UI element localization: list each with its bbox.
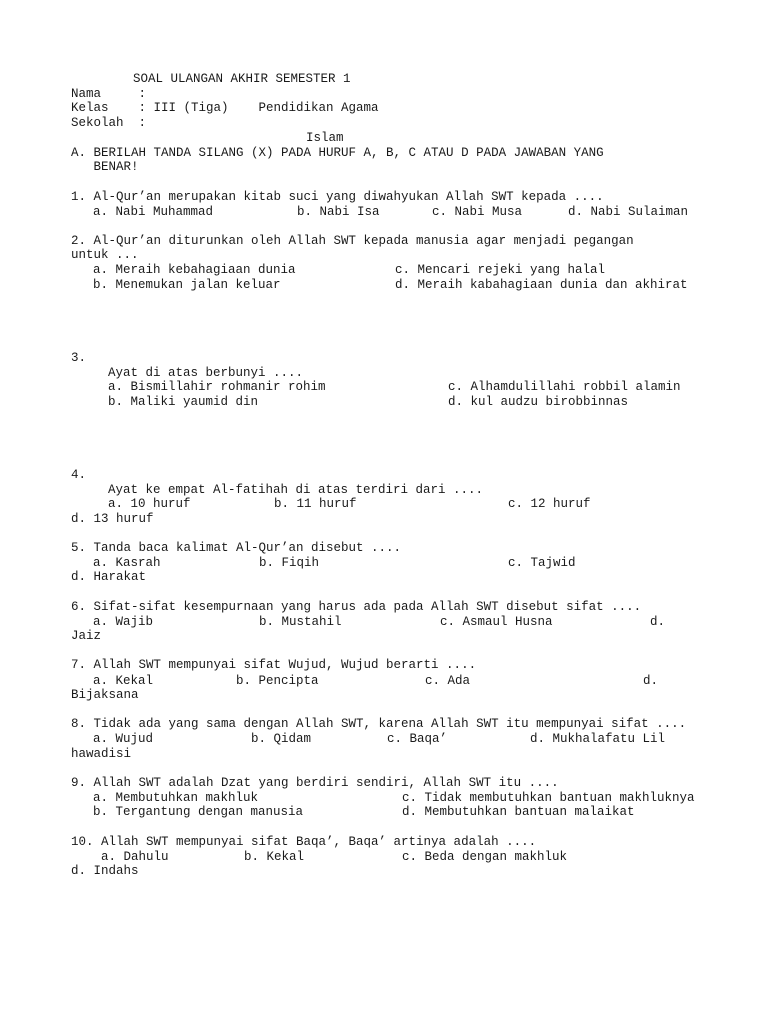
question-2-option-c: c. Mencari rejeki yang halal [395,263,606,277]
question-4-option-a: a. 10 huruf [108,497,191,511]
question-4-option-b: b. 11 huruf [274,497,357,511]
question-9-option-a: a. Membutuhkan makhluk [93,791,259,805]
question-8-option-c: c. Baqa’ [387,732,448,746]
subject-continuation: Islam [306,131,344,145]
question-4-number: 4. [71,468,87,482]
question-3-option-a: a. Bismillahir rohmanir rohim [108,380,326,394]
question-9-option-d: d. Membutuhkan bantuan malaikat [402,805,635,819]
question-5-text: 5. Tanda baca kalimat Al-Qur’an disebut .... [71,541,402,555]
question-7-option-c: c. Ada [425,674,471,688]
question-6-option-c: c. Asmaul Husna [440,615,553,629]
question-3-option-d: d. kul audzu birobbinnas [448,395,629,409]
question-1-option-d: d. Nabi Sulaiman [568,205,689,219]
question-7-option-a: a. Kekal [93,674,154,688]
question-3-text: Ayat di atas berbunyi .... [108,366,304,380]
question-9-option-b: b. Tergantung dengan manusia [93,805,304,819]
field-kelas: Kelas : III (Tiga) Pendidikan Agama [71,101,379,115]
question-7-option-d-cont: Bijaksana [71,688,139,702]
question-3-option-b: b. Maliki yaumid din [108,395,259,409]
question-6-option-d: d. [650,615,666,629]
question-5-option-a: a. Kasrah [93,556,161,570]
question-1-text: 1. Al-Qur’an merupakan kitab suci yang diwahyukan Allah SWT kepada .... [71,190,604,204]
question-9-option-c: c. Tidak membutuhkan bantuan makhluknya [402,791,695,805]
instruction-line-2: BENAR! [71,160,139,174]
exam-title: SOAL ULANGAN AKHIR SEMESTER 1 [133,72,351,86]
question-4-option-d: d. 13 huruf [71,512,154,526]
question-8-option-a: a. Wujud [93,732,154,746]
question-3-number: 3. [71,351,87,365]
question-4-option-c: c. 12 huruf [508,497,591,511]
question-5-option-c: c. Tajwid [508,556,576,570]
question-6-text: 6. Sifat-sifat kesempurnaan yang harus ada pada Allah SWT disebut sifat .... [71,600,642,614]
question-10-option-a: a. Dahulu [101,850,169,864]
field-sekolah: Sekolah : [71,116,147,130]
question-8-option-d: d. Mukhalafatu Lil [530,732,666,746]
question-2-option-b: b. Menemukan jalan keluar [93,278,281,292]
question-6-option-b: b. Mustahil [259,615,342,629]
question-2-option-d: d. Meraih kabahagiaan dunia dan akhirat [395,278,688,292]
question-3-option-c: c. Alhamdulillahi robbil alamin [448,380,681,394]
question-5-option-b: b. Fiqih [259,556,320,570]
question-10-option-d: d. Indahs [71,864,139,878]
question-2-text-cont: untuk ... [71,248,139,262]
question-2-option-a: a. Meraih kebahagiaan dunia [93,263,296,277]
question-6-option-d-cont: Jaiz [71,629,102,643]
question-10-text: 10. Allah SWT mempunyai sifat Baqa’, Baqa’ artinya adalah .... [71,835,537,849]
question-5-option-d: d. Harakat [71,570,147,584]
question-8-option-d-cont: hawadisi [71,747,132,761]
question-1-option-a: a. Nabi Muhammad [93,205,214,219]
question-7-option-d: d. [643,674,659,688]
question-1-option-b: b. Nabi Isa [297,205,380,219]
question-1-option-c: c. Nabi Musa [432,205,523,219]
question-8-text: 8. Tidak ada yang sama dengan Allah SWT, karena Allah SWT itu mempunyai sifat .... [71,717,687,731]
question-10-option-c: c. Beda dengan makhluk [402,850,568,864]
field-nama: Nama : [71,87,147,101]
question-7-text: 7. Allah SWT mempunyai sifat Wujud, Wujud berarti .... [71,658,477,672]
question-2-text: 2. Al-Qur’an diturunkan oleh Allah SWT kepada manusia agar menjadi pegangan [71,234,634,248]
question-9-text: 9. Allah SWT adalah Dzat yang berdiri sendiri, Allah SWT itu .... [71,776,559,790]
question-4-text: Ayat ke empat Al-fatihah di atas terdiri dari .... [108,483,484,497]
instruction-line-1: A. BERILAH TANDA SILANG (X) PADA HURUF A, B, C ATAU D PADA JAWABAN YANG [71,146,604,160]
question-7-option-b: b. Pencipta [236,674,319,688]
question-6-option-a: a. Wajib [93,615,154,629]
question-8-option-b: b. Qidam [251,732,312,746]
question-10-option-b: b. Kekal [244,850,305,864]
